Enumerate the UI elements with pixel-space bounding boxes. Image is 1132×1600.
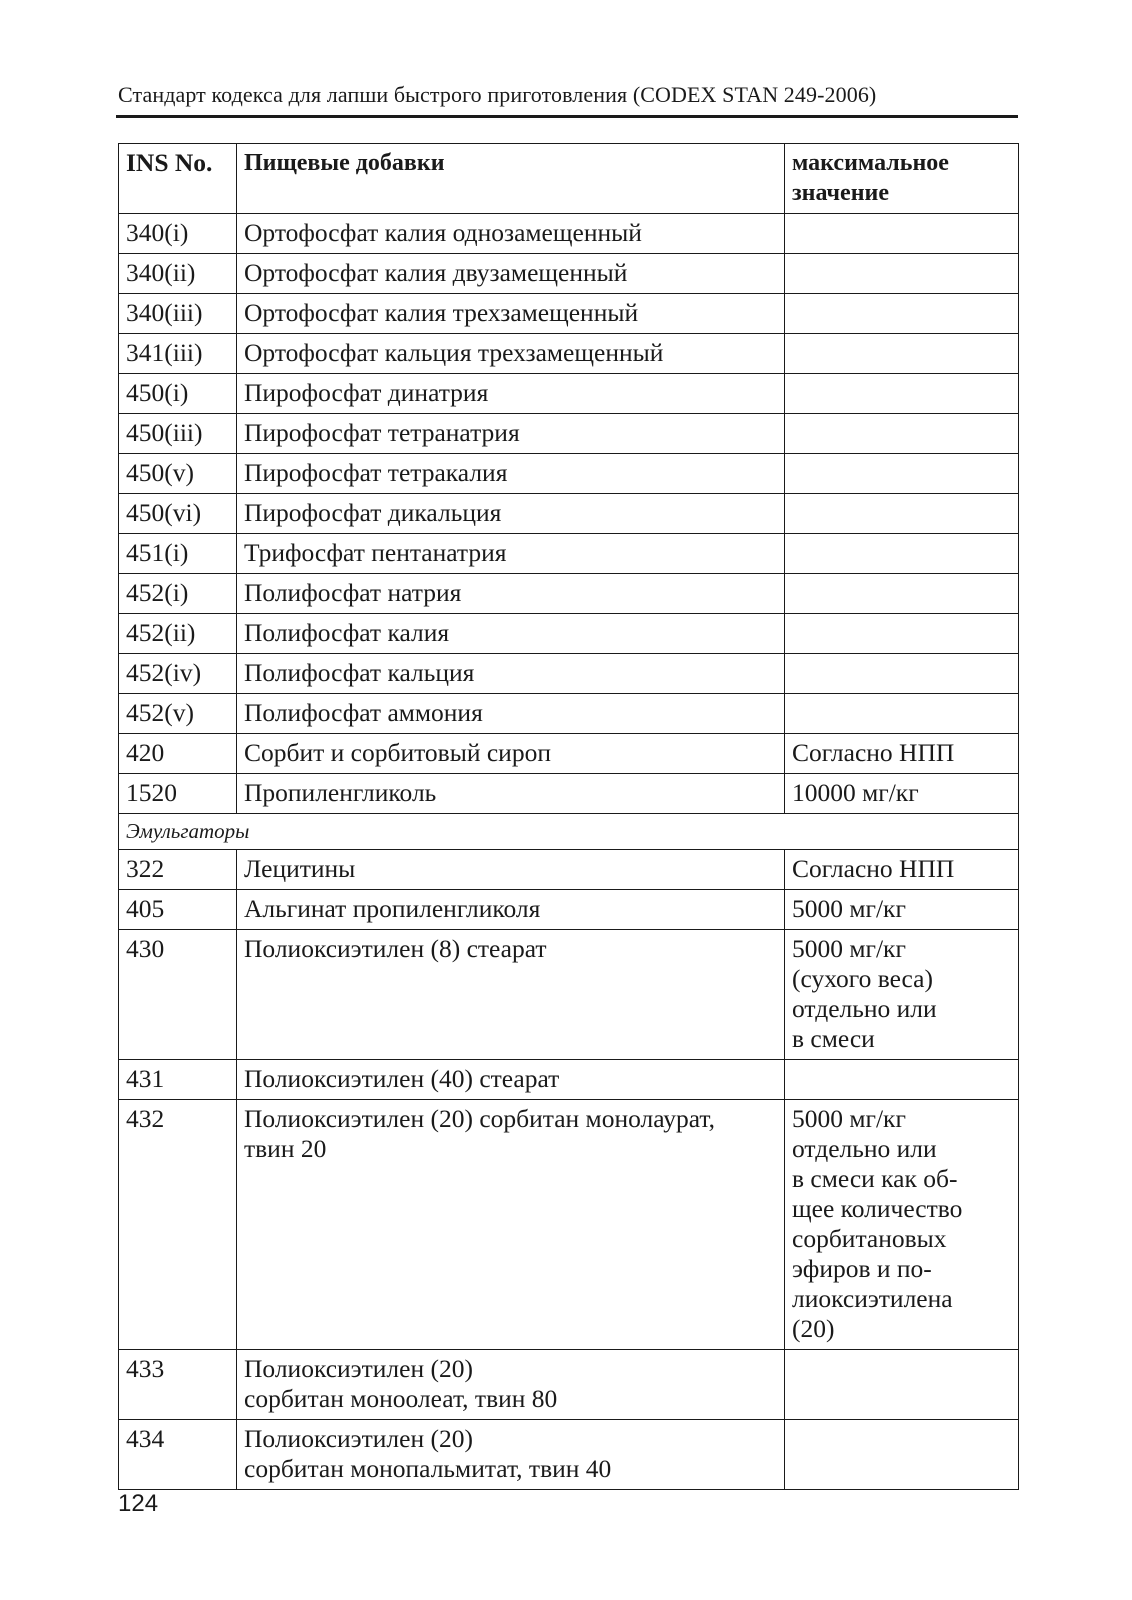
additive-name-cell xyxy=(237,694,785,734)
max-value-cell xyxy=(785,850,1019,890)
max-value-cell-line: 5000 мг/кг xyxy=(792,894,906,923)
additive-name-cell xyxy=(237,334,785,374)
table-header-row xyxy=(119,144,1019,214)
additive-name-cell-line: Полифосфат кальция xyxy=(244,658,475,687)
max-value-cell-line: 5000 мг/кг xyxy=(792,934,906,963)
max-value-cell-line: отдельно или xyxy=(792,994,937,1023)
ins-code-cell: 340(iii) xyxy=(119,294,237,334)
additive-name-cell-line: твин 20 xyxy=(244,1134,327,1163)
additive-name-cell xyxy=(237,214,785,254)
table-row xyxy=(119,734,1019,774)
max-value-cell xyxy=(785,734,1019,774)
table-body-part2 xyxy=(119,850,1019,1490)
table-row xyxy=(119,294,1019,334)
additive-name-cell-line: Полифосфат натрия xyxy=(244,578,462,607)
ins-code-cell: 340(ii) xyxy=(119,254,237,294)
max-value-cell-line: Согласно НПП xyxy=(792,854,955,883)
max-value-cell-line: отдельно или xyxy=(792,1134,937,1163)
additive-name-cell xyxy=(237,294,785,334)
max-value-cell xyxy=(785,1060,1019,1100)
additive-name-cell-line: Пирофосфат тетранатрия xyxy=(244,418,520,447)
ins-code-cell: 452(iv) xyxy=(119,654,237,694)
additive-name-cell xyxy=(237,614,785,654)
additive-name-cell xyxy=(237,774,785,814)
table-row xyxy=(119,1060,1019,1100)
additive-name-cell-line: Полиоксиэтилен (8) стеарат xyxy=(244,934,547,963)
section-emulsifiers xyxy=(119,814,1019,850)
ins-code-cell: 452(i) xyxy=(119,574,237,614)
table-row xyxy=(119,494,1019,534)
additive-name-cell xyxy=(237,1100,785,1350)
additive-name-cell-line: Ортофосфат калия однозамещенный xyxy=(244,218,642,247)
additive-name-cell xyxy=(237,1060,785,1100)
max-value-cell xyxy=(785,1100,1019,1350)
max-value-cell-line: (сухого веса) xyxy=(792,964,933,993)
max-value-cell xyxy=(785,294,1019,334)
header-rule xyxy=(116,115,1018,118)
max-value-cell xyxy=(785,774,1019,814)
table-row xyxy=(119,1420,1019,1490)
max-value-cell xyxy=(785,614,1019,654)
ins-code-cell: 1520 xyxy=(119,774,237,814)
max-value-cell-line: эфиров и по- xyxy=(792,1254,932,1283)
table-row xyxy=(119,454,1019,494)
additive-name-cell-line: Ортофосфат калия трехзамещенный xyxy=(244,298,639,327)
max-value-cell xyxy=(785,574,1019,614)
food-additives-table xyxy=(118,143,1019,1490)
additive-name-cell xyxy=(237,1350,785,1420)
table-row xyxy=(119,654,1019,694)
max-value-cell xyxy=(785,1350,1019,1420)
header-food-additives: Пищевые добавки xyxy=(237,144,785,214)
additive-name-cell-line: сорбитан монопальмитат, твин 40 xyxy=(244,1454,612,1483)
additive-name-cell-line: Альгинат пропиленгликоля xyxy=(244,894,541,923)
additive-name-cell-line: Полиоксиэтилен (20) xyxy=(244,1354,473,1383)
max-value-cell xyxy=(785,534,1019,574)
header-max-value-line: значение xyxy=(792,180,890,206)
ins-code-cell: 420 xyxy=(119,734,237,774)
max-value-cell-line: (20) xyxy=(792,1314,835,1343)
ins-code-cell: 434 xyxy=(119,1420,237,1490)
max-value-cell xyxy=(785,890,1019,930)
table-row xyxy=(119,1100,1019,1350)
max-value-cell xyxy=(785,254,1019,294)
table-body-part1 xyxy=(119,214,1019,814)
additive-name-cell xyxy=(237,494,785,534)
ins-code-cell: 405 xyxy=(119,890,237,930)
max-value-cell xyxy=(785,454,1019,494)
ins-code-cell: 450(vi) xyxy=(119,494,237,534)
additive-name-cell-line: Трифосфат пентанатрия xyxy=(244,538,507,567)
ins-code-cell: 450(i) xyxy=(119,374,237,414)
max-value-cell xyxy=(785,214,1019,254)
ins-code-cell: 340(i) xyxy=(119,214,237,254)
table-row xyxy=(119,334,1019,374)
ins-code-cell: 451(i) xyxy=(119,534,237,574)
max-value-cell xyxy=(785,414,1019,454)
header-max-value-line: максимальное xyxy=(792,150,949,176)
additive-name-cell-line: Пирофосфат динатрия xyxy=(244,378,489,407)
additive-name-cell-line: Полиоксиэтилен (20) xyxy=(244,1424,473,1453)
additive-name-cell xyxy=(237,890,785,930)
max-value-cell-line: в смеси xyxy=(792,1024,875,1053)
section-row xyxy=(119,814,1019,850)
max-value-cell xyxy=(785,374,1019,414)
additive-name-cell xyxy=(237,414,785,454)
table-row xyxy=(119,254,1019,294)
additive-name-cell xyxy=(237,374,785,414)
ins-code-cell: 450(iii) xyxy=(119,414,237,454)
max-value-cell xyxy=(785,494,1019,534)
max-value-cell-line: щее количество xyxy=(792,1194,963,1223)
header-ins-number: INS No. xyxy=(119,144,237,214)
table-row xyxy=(119,534,1019,574)
ins-code-cell: 322 xyxy=(119,850,237,890)
ins-code-cell: 430 xyxy=(119,930,237,1060)
ins-code-cell: 433 xyxy=(119,1350,237,1420)
ins-code-cell: 452(ii) xyxy=(119,614,237,654)
max-value-cell-line: лиоксиэтилена xyxy=(792,1284,953,1313)
max-value-cell xyxy=(785,694,1019,734)
max-value-cell-line: 10000 мг/кг xyxy=(792,778,919,807)
additive-name-cell-line: Пропиленгликоль xyxy=(244,778,437,807)
table-row xyxy=(119,694,1019,734)
table-row xyxy=(119,850,1019,890)
additive-name-cell-line: сорбитан моноолеат, твин 80 xyxy=(244,1384,558,1413)
ins-code-cell: 432 xyxy=(119,1100,237,1350)
section-title: Эмульгаторы xyxy=(119,814,1019,850)
additive-name-cell xyxy=(237,574,785,614)
page-number: 124 xyxy=(118,1490,159,1517)
ins-code-cell: 431 xyxy=(119,1060,237,1100)
max-value-cell-line: Согласно НПП xyxy=(792,738,955,767)
max-value-cell xyxy=(785,1420,1019,1490)
max-value-cell xyxy=(785,654,1019,694)
additive-name-cell xyxy=(237,850,785,890)
additive-name-cell xyxy=(237,1420,785,1490)
max-value-cell xyxy=(785,930,1019,1060)
table-row xyxy=(119,774,1019,814)
additive-name-cell xyxy=(237,254,785,294)
max-value-cell xyxy=(785,334,1019,374)
max-value-cell-line: 5000 мг/кг xyxy=(792,1104,906,1133)
ins-code-cell: 341(iii) xyxy=(119,334,237,374)
table-row xyxy=(119,890,1019,930)
additive-name-cell xyxy=(237,930,785,1060)
additive-name-cell-line: Ортофосфат кальция трехзамещенный xyxy=(244,338,664,367)
table-row xyxy=(119,414,1019,454)
additive-name-cell xyxy=(237,454,785,494)
additive-name-cell xyxy=(237,734,785,774)
additive-name-cell-line: Полифосфат калия xyxy=(244,618,450,647)
additive-name-cell-line: Пирофосфат тетракалия xyxy=(244,458,508,487)
max-value-cell-line: в смеси как об- xyxy=(792,1164,958,1193)
additive-name-cell-line: Лецитины xyxy=(244,854,356,883)
additive-name-cell-line: Сорбит и сорбитовый сироп xyxy=(244,738,551,767)
max-value-cell-line: сорбитановых xyxy=(792,1224,947,1253)
table-row xyxy=(119,1350,1019,1420)
ins-code-cell: 452(v) xyxy=(119,694,237,734)
additive-name-cell-line: Полиоксиэтилен (20) сорбитан монолаурат, xyxy=(244,1104,716,1133)
additive-name-cell-line: Полифосфат аммония xyxy=(244,698,483,727)
ins-code-cell: 450(v) xyxy=(119,454,237,494)
additive-name-cell-line: Ортофосфат калия двузамещенный xyxy=(244,258,628,287)
additive-name-cell xyxy=(237,534,785,574)
additive-name-cell-line: Полиоксиэтилен (40) стеарат xyxy=(244,1064,560,1093)
header-max-value xyxy=(785,144,1019,214)
additive-name-cell-line: Пирофосфат дикальция xyxy=(244,498,502,527)
table-row xyxy=(119,374,1019,414)
additive-name-cell xyxy=(237,654,785,694)
table-row xyxy=(119,214,1019,254)
table-row xyxy=(119,930,1019,1060)
table-row xyxy=(119,614,1019,654)
running-header: Стандарт кодекса для лапши быстрого приготовления (CODEX STAN 249-2006) xyxy=(118,82,877,107)
table-row xyxy=(119,574,1019,614)
